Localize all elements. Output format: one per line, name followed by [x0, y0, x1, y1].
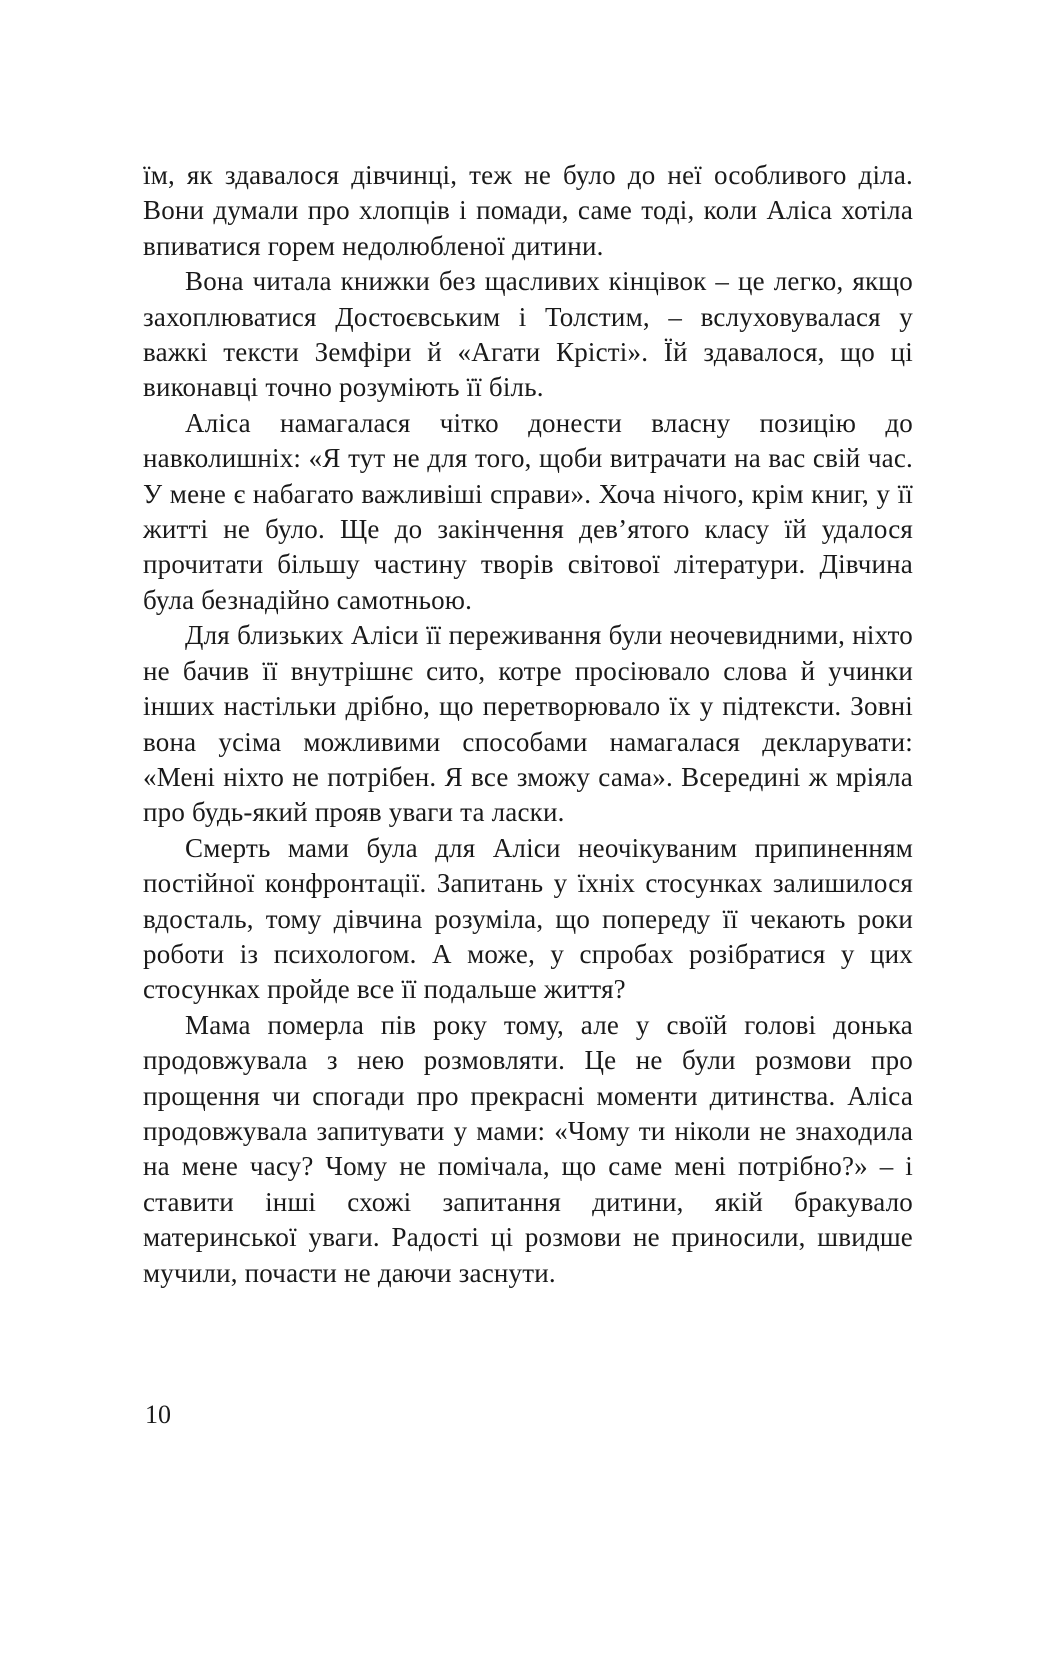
page-number: 10 — [145, 1400, 171, 1429]
text-block — [143, 158, 913, 1291]
paragraph-5: Смерть мами була для Аліси неочікуваним припиненням постійної конфронтації. Запитань у їхніх стосунках залишилося вдосталь, тому дівчина розуміла, що попереду її чекають роки роботи із психологом. А може, у спробах розібратися у цих стосунках пройде все її подальше життя? — [143, 832, 913, 1005]
paragraph-3: Аліса намагалася чітко донести власну позицію до навколишніх: «Я тут не для того, щоби витрачати на вас свій час. У мене є набагато важливіші справи». Хоча нічого, крім книг, у її житті не було. Ще до закінчення дев’ятого класу їй удалося прочитати більшу частину творів світової літератури. Дівчина була безнадійно самотньою. — [143, 407, 913, 615]
paragraph-1: їм, як здавалося дівчинці, теж не було до неї особливого діла. Вони думали про хлопців і помади, саме тоді, коли Аліса хотіла впиватися горем недолюбленої дитини. — [143, 160, 913, 261]
paragraph-4: Для близьких Аліси її переживання були неочевидними, ніхто не бачив її внутрішнє сито, котре просіювало слова й учинки інших настільки дрібно, що перетворювало їх у підтексти. Зовні вона усіма можливими способами намагалася декларувати: «Мені ніхто не потрібен. Я все зможу сама». Всередині ж мріяла про будь-який прояв уваги та ласки. — [143, 620, 913, 828]
paragraph-6: Мама померла пів року тому, але у своїй голові донька продовжувала з нею розмовляти. Це не були розмови про прощення чи спогади про прекрасні моменти дитинства. Аліса продовжувала запитувати у мами: «Чому ти ніколи не знаходила на мене часу? Чому не помічала, що саме мені потрібно?» – і ставити інші схожі запитання дитини, якій бракувало материнської уваги. Радості ці розмови не приносили, швидше мучили, почасти не даючи заснути. — [143, 1009, 913, 1288]
paragraph-2: Вона читала книжки без щасливих кінцівок – це легко, якщо захоплюватися Достоєвським і Толстим, – вслуховувалася у важкі тексти Земфіри й «Агати Крісті». Їй здавалося, що ці виконавці точно розуміють її біль. — [143, 266, 913, 403]
